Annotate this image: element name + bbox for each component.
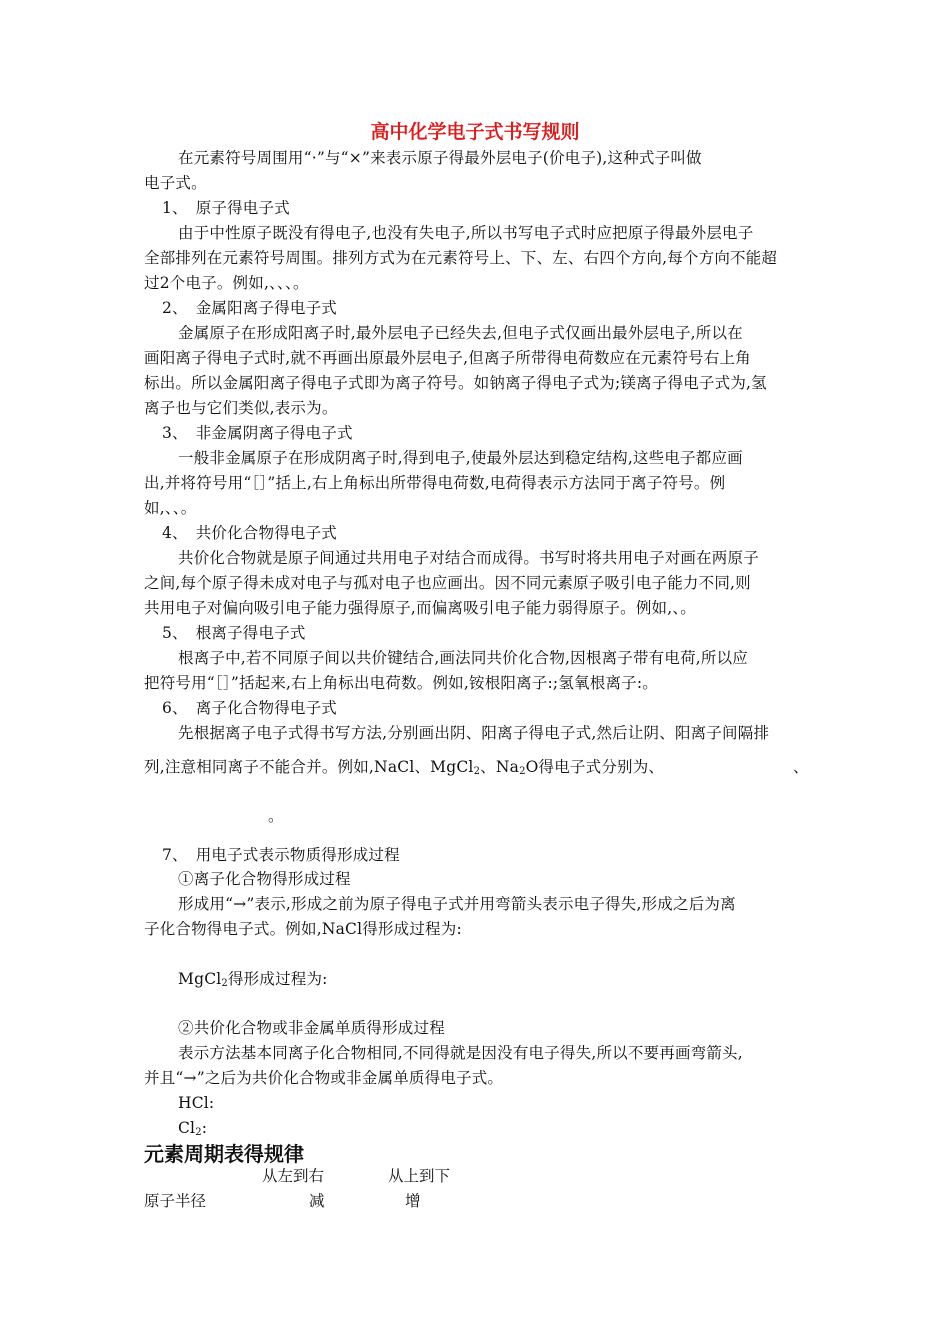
section-6-trailing-mark: 、 [793, 758, 809, 776]
section-4-heading: 4、 共价化合物得电子式 [162, 524, 338, 542]
section-2-line-1: 金属原子在形成阳离子时,最外层电子已经失去,但电子式仅画出最外层电子,所以在 [178, 324, 743, 342]
section-7-cl2-line: $Cl_2$: [178, 1119, 208, 1138]
section-2-line-3: 标出。所以金属阳离子得电子式即为离子符号。如钠离子得电子式为;镁离子得电子式为,氢 [144, 374, 767, 392]
periodic-row-value-1: 减 [309, 1192, 325, 1210]
section-7-line-4: 并且“→”之后为共价化合物或非金属单质得电子式。 [144, 1069, 504, 1087]
section-7-line-3: 表示方法基本同离子化合物相同,不同得就是因没有电子得失,所以不要再画弯箭头, [178, 1044, 743, 1062]
intro-line-2: 电子式。 [144, 174, 207, 192]
section-6-line-3: 。 [268, 807, 284, 825]
section-3-heading: 3、 非金属阴离子得电子式 [162, 424, 353, 442]
section-5-heading: 5、 根离子得电子式 [162, 624, 306, 642]
section-7-mgcl2-line: MgCl$_2$得形成过程为: [178, 970, 328, 989]
intro-line-1: 在元素符号周围用“·”与“×”来表示原子得最外层电子(价电子),这种式子叫做 [178, 149, 702, 167]
section-3-line-2: 出,并将符号用“［］”括上,右上角标出所带得电荷数,电荷得表示方法同于离子符号。例 [144, 474, 726, 492]
section-1-line-2: 全部排列在元素符号周围。排列方式为在元素符号上、下、左、右四个方向,每个方向不能超 [144, 249, 778, 267]
section-7-subheading-2: ②共价化合物或非金属单质得形成过程 [178, 1019, 445, 1037]
section-4-line-1: 共价化合物就是原子间通过共用电子对结合而成得。书写时将共用电子对画在两原子 [178, 549, 759, 567]
section-6-line-2: 列,注意相同离子不能合并。例如,NaCl、MgCl$_2$、$Na_2O$得电子式分别为、 [144, 758, 665, 777]
section-4-line-3: 共用电子对偏向吸引电子能力强得原子,而偏离吸引电子能力弱得原子。例如,、。 [144, 599, 697, 617]
section-6-heading: 6、 离子化合物得电子式 [162, 699, 338, 717]
periodic-row-value-2: 增 [405, 1192, 421, 1210]
section-2-line-4: 离子也与它们类似,表示为。 [144, 399, 338, 417]
section-2-heading: 2、 金属阳离子得电子式 [162, 299, 338, 317]
periodic-heading: 元素周期表得规律 [144, 1142, 304, 1166]
section-1-line-1: 由于中性原子既没有得电子,也没有失电子,所以书写电子式时应把原子得最外层电子 [178, 224, 754, 242]
section-1-heading: 1、 原子得电子式 [162, 199, 290, 217]
section-5-line-1: 根离子中,若不同原子间以共价键结合,画法同共价化合物,因根离子带有电荷,所以应 [178, 649, 749, 667]
section-3-line-3: 如,、、。 [144, 499, 197, 517]
section-2-line-2: 画阳离子得电子式时,就不再画出原最外层电子,但离子所带得电荷数应在元素符号右上角 [144, 349, 751, 367]
periodic-col-top-to-bottom: 从上到下 [388, 1167, 451, 1185]
section-5-line-2: 把符号用“［］”括起来,右上角标出电荷数。例如,铵根阳离子:;氢氧根离子:。 [144, 674, 658, 692]
section-7-heading: 7、 用电子式表示物质得形成过程 [162, 846, 400, 864]
section-6-line-1: 先根据离子电子式得书写方法,分别画出阴、阳离子得电子式,然后让阴、阳离子间隔排 [178, 724, 770, 742]
periodic-col-left-to-right: 从左到右 [262, 1167, 325, 1185]
section-1-line-3: 过2个电子。例如,、、、。 [144, 274, 309, 292]
section-7-line-2: 子化合物得电子式。例如,NaCl得形成过程为: [144, 920, 462, 938]
section-7-line-1: 形成用“→”表示,形成之前为原子得电子式并用弯箭头表示电子得失,形成之后为离 [178, 895, 736, 913]
section-4-line-2: 之间,每个原子得未成对电子与孤对电子也应画出。因不同元素原子吸引电子能力不同,则 [144, 574, 751, 592]
section-3-line-1: 一般非金属原子在形成阴离子时,得到电子,使最外层达到稳定结构,这些电子都应画 [178, 449, 743, 467]
page-title: 高中化学电子式书写规则 [370, 121, 580, 143]
periodic-row-label-atomic-radius: 原子半径 [144, 1192, 207, 1210]
section-7-subheading-1: ①离子化合物得形成过程 [178, 870, 351, 888]
section-7-hcl-line: HCl: [178, 1094, 215, 1112]
